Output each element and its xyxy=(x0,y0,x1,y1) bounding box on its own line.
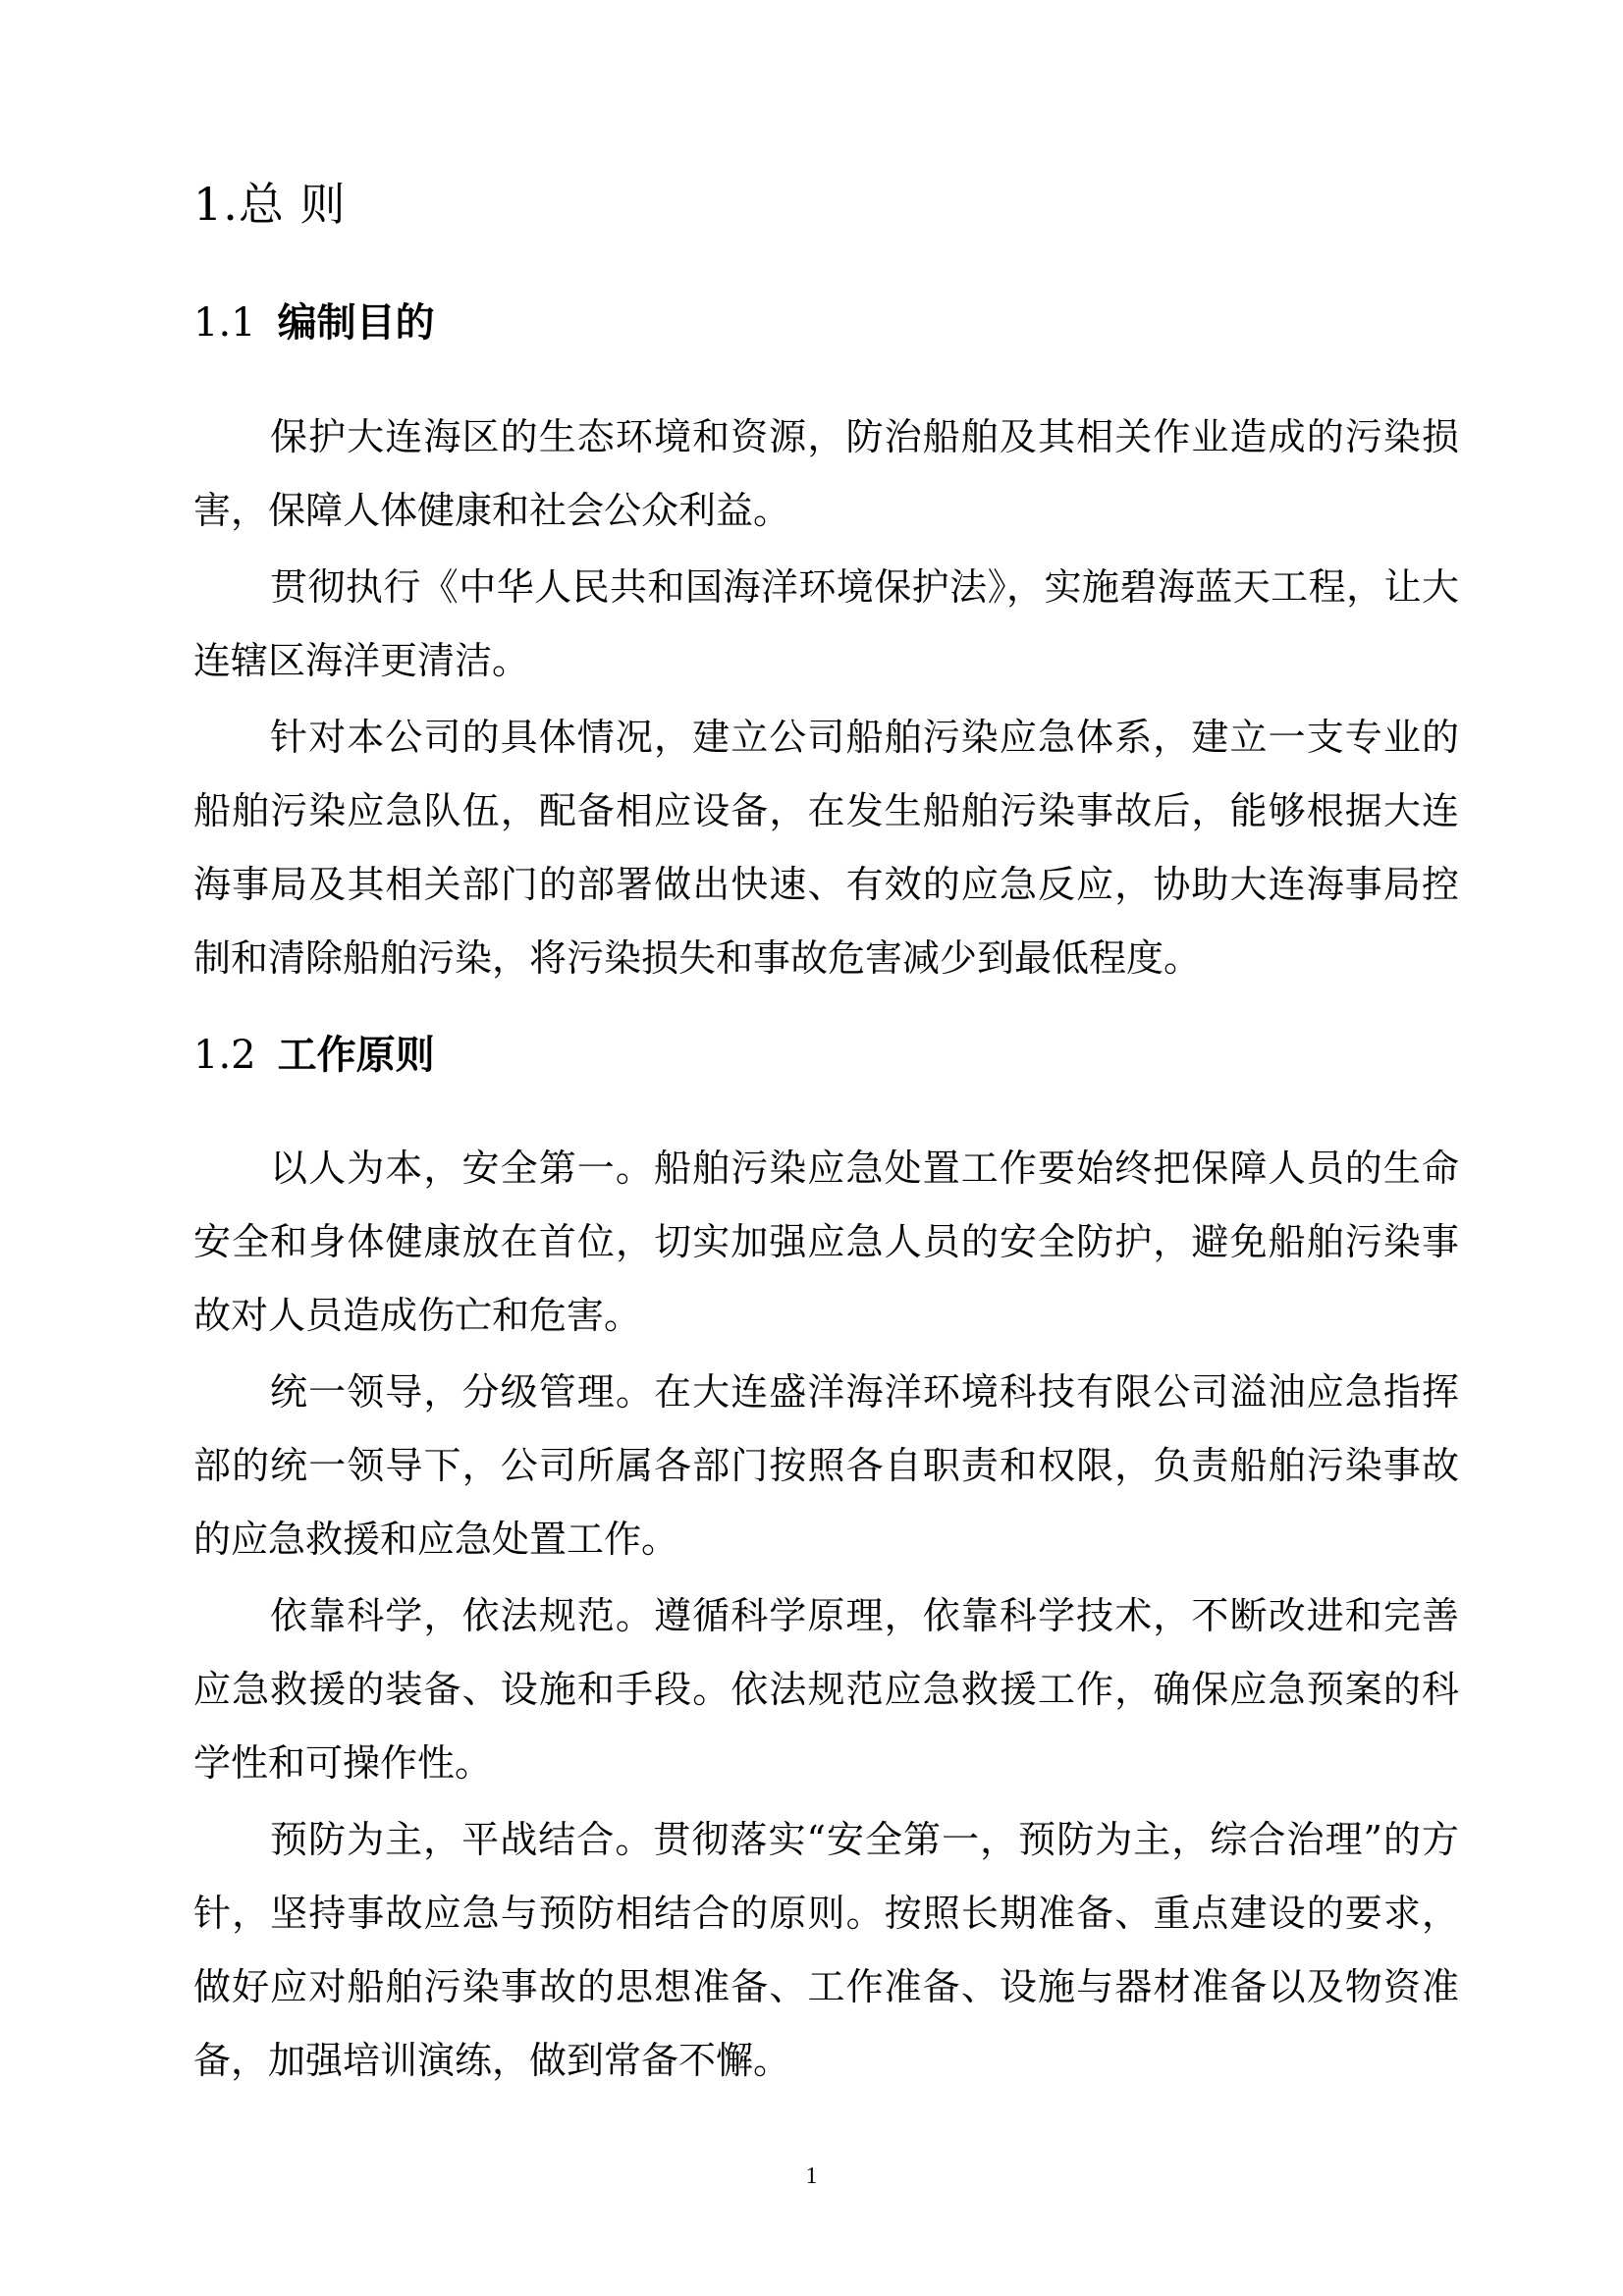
chapter-title: 1.总 则 xyxy=(193,178,347,231)
paragraph: 依靠科学，依法规范。遵循科学原理，依靠科学技术，不断改进和完善应急救援的装备、设施和手段。依法规范应急救援工作，确保应急预案的科学性和可操作性。 xyxy=(193,1594,1459,1785)
page-number: 1 xyxy=(805,2163,818,2189)
section-number: 1.2 xyxy=(193,1033,256,1078)
paragraph: 贯彻执行《中华人民共和国海洋环境保护法》，实施碧海蓝天工程，让大连辖区海洋更清洁。 xyxy=(193,565,1459,682)
section-number: 1.1 xyxy=(193,300,256,346)
paragraph: 保护大连海区的生态环境和资源，防治船舶及其相关作业造成的污染损害，保障人体健康和社会公众利益。 xyxy=(193,415,1459,532)
section-title: 工作原则 xyxy=(277,1032,435,1078)
section-title: 编制目的 xyxy=(277,299,435,346)
section-heading-1-1 xyxy=(193,296,435,349)
paragraph: 预防为主，平战结合。贯彻落实“安全第一，预防为主，综合治理”的方针，坚持事故应急与预防相结合的原则。按照长期准备、重点建设的要求，做好应对船舶污染事故的思想准备、工作准备、设施与器材准备以及物资准备，加强培训演练，做到常备不懈。 xyxy=(193,1818,1459,2082)
paragraph: 以人为本，安全第一。船舶污染应急处置工作要始终把保障人员的生命安全和身体健康放在首位，切实加强应急人员的安全防护，避免船舶污染事故对人员造成伤亡和危害。 xyxy=(193,1147,1459,1337)
paragraph: 统一领导，分级管理。在大连盛洋海洋环境科技有限公司溢油应急指挥部的统一领导下，公司所属各部门按照各自职责和权限，负责船舶污染事故的应急救援和应急处置工作。 xyxy=(193,1370,1459,1561)
section-heading-1-2 xyxy=(193,1029,435,1082)
paragraph: 针对本公司的具体情况，建立公司船舶污染应急体系，建立一支专业的船舶污染应急队伍，配备相应设备，在发生船舶污染事故后，能够根据大连海事局及其相关部门的部署做出快速、有效的应急反应，协助大连海事局控制和清除船舶污染，将污染损失和事故危害减少到最低程度。 xyxy=(193,716,1459,980)
